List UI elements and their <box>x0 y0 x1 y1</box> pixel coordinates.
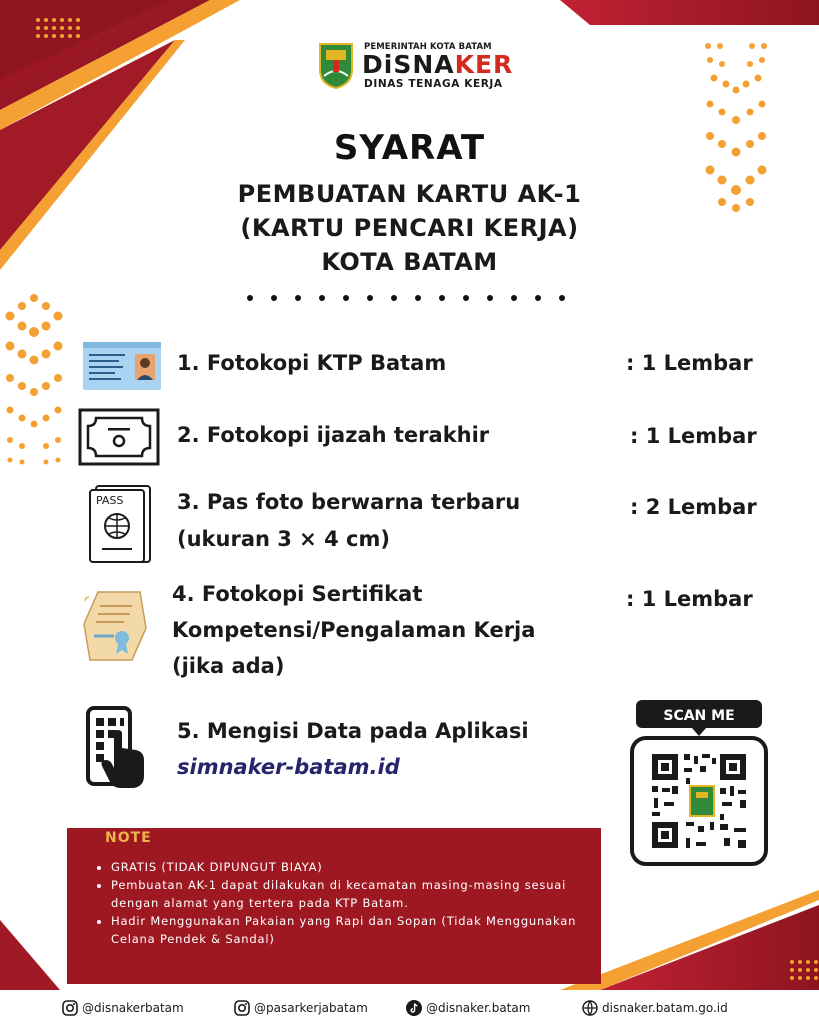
note-item: • Hadir Menggunakan Pakaian yang Rapi dan Sopan (Tidak Menggunakan Celana Pendek & Sandal) <box>111 912 601 948</box>
page-title: SYARAT <box>333 128 486 168</box>
tiktok-icon <box>406 1000 422 1016</box>
dots-decoration <box>36 18 80 38</box>
brand-suffix: KER <box>454 50 514 79</box>
batam-emblem-icon <box>316 40 356 90</box>
note-item: • Pembuatan AK-1 dapat dilakukan di kecamatan masing-masing sesuai dengan alamat yang tertera pada KTP Batam. <box>111 876 601 912</box>
chevron-up-decoration <box>0 292 70 468</box>
note-list <box>95 858 601 948</box>
brand-name <box>362 50 513 79</box>
passport-icon <box>88 484 152 564</box>
requirement-text-line3: (jika ada) <box>172 654 285 678</box>
globe-icon <box>582 1000 598 1016</box>
qr-code-icon <box>630 698 768 866</box>
note-title: NOTE <box>105 830 152 846</box>
tiktok-handle: @disnaker.batam <box>426 1001 531 1015</box>
website-url: disnaker.batam.go.id <box>602 1001 728 1015</box>
phone-app-icon <box>84 706 156 792</box>
instagram-handle: @disnakerbatam <box>82 1001 184 1015</box>
instagram-handle: @pasarkerjabatam <box>254 1001 368 1015</box>
gov-line: PEMERINTAH KOTA BATAM <box>364 42 492 52</box>
requirement-text: 3. Pas foto berwarna terbaru <box>177 490 521 514</box>
note-box <box>67 828 601 984</box>
dots-decoration <box>790 960 819 980</box>
requirement-quantity: : 1 Lembar <box>626 587 753 611</box>
footer-website[interactable] <box>582 1000 728 1016</box>
requirement-text: 4. Fotokopi Sertifikat <box>172 582 423 606</box>
disnaker-logo <box>316 40 514 96</box>
requirement-text: 2. Fotokopi ijazah terakhir <box>177 423 490 447</box>
requirement-quantity: : 1 Lembar <box>630 424 757 448</box>
brand-subtitle: DINAS TENAGA KERJA <box>364 78 503 90</box>
brand-prefix: DiSNA <box>362 50 455 79</box>
id-card-icon <box>83 342 161 390</box>
dot-divider <box>246 294 576 302</box>
app-website-link[interactable]: simnaker-batam.id <box>177 755 400 779</box>
scan-me-qr[interactable] <box>630 698 768 866</box>
requirement-text: 5. Mengisi Data pada Aplikasi <box>177 719 529 743</box>
requirement-text-line2: (ukuran 3 × 4 cm) <box>177 527 390 551</box>
footer-tiktok[interactable] <box>406 1000 530 1016</box>
subtitle-line-2: (KARTU PENCARI KERJA) <box>240 214 579 242</box>
footer-instagram-disnaker[interactable] <box>62 1000 184 1016</box>
requirement-text-line2: Kompetensi/Pengalaman Kerja <box>172 618 536 642</box>
footer-instagram-pasarkerja[interactable] <box>234 1000 368 1016</box>
instagram-icon <box>234 1000 250 1016</box>
svg-text:PASS: PASS <box>96 494 124 507</box>
requirement-quantity: : 1 Lembar <box>626 351 753 375</box>
subtitle-line-3: KOTA BATAM <box>321 248 498 276</box>
note-item: • GRATIS (TIDAK DIPUNGUT BIAYA) <box>111 858 601 876</box>
instagram-icon <box>62 1000 78 1016</box>
subtitle-line-1: PEMBUATAN KARTU AK-1 <box>237 180 582 208</box>
requirement-quantity: : 2 Lembar <box>630 495 757 519</box>
scan-me-label: SCAN ME <box>663 708 735 724</box>
diploma-icon <box>78 408 160 466</box>
requirement-text: 1. Fotokopi KTP Batam <box>177 351 447 375</box>
certificate-icon <box>80 588 150 664</box>
